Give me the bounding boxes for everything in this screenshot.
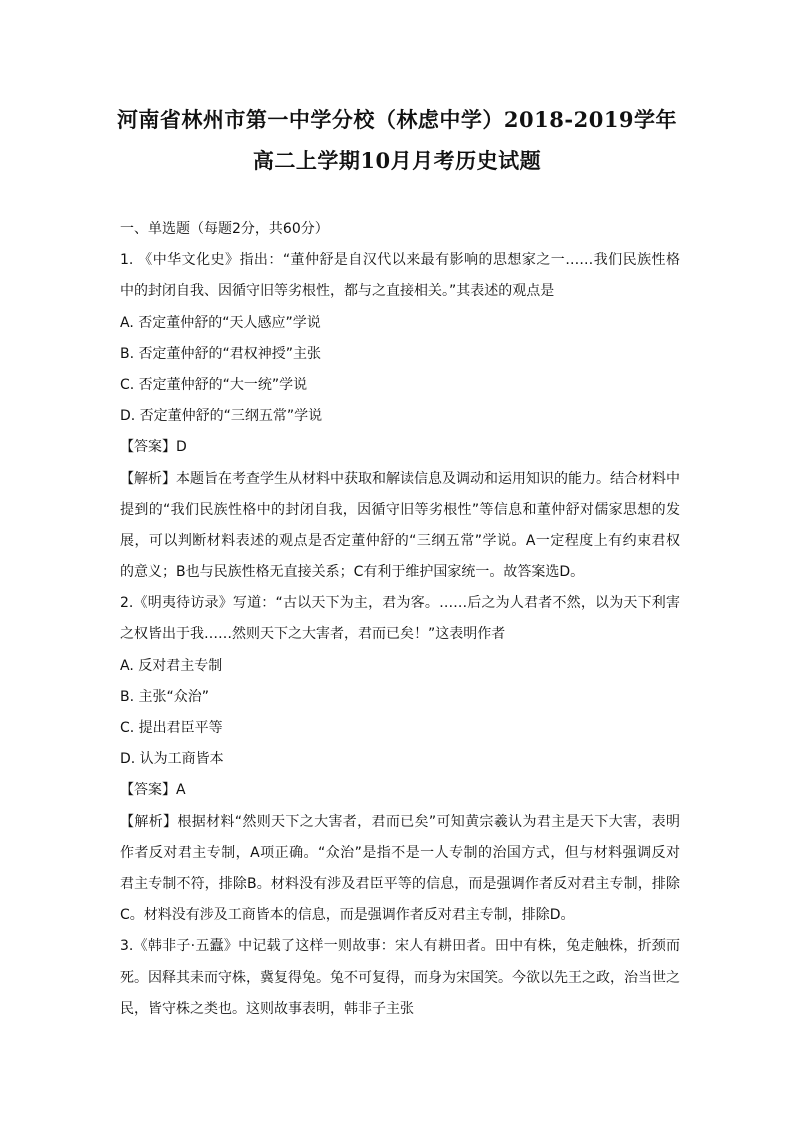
question-1-option-a: A. 否定董仲舒的“天人感应”学说 (120, 314, 321, 331)
question-1-option-b: B. 否定董仲舒的“君权神授”主张 (120, 345, 322, 362)
question-1-option-d: D. 否定董仲舒的“三纲五常”学说 (120, 408, 323, 425)
question-2-analysis-line: 作者反对君主专制，A项正确。“众治”是指不是一人专制的治国方式，但与材料强调反对 (120, 844, 680, 861)
question-1-answer: 【答案】D (120, 439, 187, 456)
question-2-answer: 【答案】A (120, 782, 186, 799)
question-2-option-d: D. 认为工商皆本 (120, 751, 224, 768)
question-1-analysis-line: 提到的“我们民族性格中的封闭自我，因循守旧等劣根性”等信息和董仲舒对儒家思想的发 (120, 501, 680, 518)
document-title-line-1: 河南省林州市第一中学分校（林虑中学）2018-2019学年 (116, 107, 678, 132)
question-1-analysis-line: 【解析】本题旨在考查学生从材料中获取和解读信息及调动和运用知识的能力。结合材料中 (120, 470, 680, 487)
question-2-stem-line: 之权皆出于我……然则天下之大害者，君而已矣！”这表明作者 (120, 626, 506, 643)
document-body (120, 214, 680, 1025)
question-3-stem-line: 民，皆守株之类也。这则故事表明，韩非子主张 (120, 1000, 414, 1017)
question-2-analysis-line: 【解析】根据材料“然则天下之大害者，君而已矣”可知黄宗羲认为君主是天下大害，表明 (120, 813, 680, 830)
question-2-analysis-line: 君主专制不符，排除B。材料没有涉及君臣平等的信息，而是强调作者反对君主专制，排除 (120, 875, 680, 892)
question-2-option-c: C. 提出君臣平等 (120, 720, 223, 736)
question-1-option-c: C. 否定董仲舒的“大一统”学说 (120, 376, 308, 393)
section-heading: 一、单选题（每题2分，共60分） (120, 221, 329, 237)
question-1-stem-line: 中的封闭自我、因循守旧等劣根性，都与之直接相关。”其表述的观点是 (120, 283, 555, 300)
question-2-option-b: B. 主张“众治” (120, 688, 210, 705)
question-1-analysis-line: 的意义；B也与民族性格无直接关系；C有利于维护国家统一。故答案选D。 (120, 564, 585, 581)
document-title-line-2: 高二上学期10月月考历史试题 (252, 148, 542, 173)
question-2-option-a: A. 反对君主专制 (120, 657, 223, 674)
question-3-stem-line: 3.《韩非子·五蠹》中记载了这样一则故事：宋人有耕田者。田中有株，兔走触株，折颈而 (120, 938, 680, 955)
question-1-stem-line: 1. 《中华文化史》指出：“董仲舒是自汉代以来最有影响的思想家之一……我们民族性格 (120, 252, 680, 269)
question-2-stem-line: 2.《明夷待访录》写道：“古以天下为主，君为客。……后之为人君者不然，以为天下利害 (120, 595, 680, 612)
question-3-stem-line: 死。因释其耒而守株，冀复得兔。兔不可复得，而身为宋国笑。今欲以先王之政，治当世之 (120, 969, 680, 986)
question-2-analysis-line: C。材料没有涉及工商皆本的信息，而是强调作者反对君主专制，排除D。 (120, 907, 575, 924)
question-1-analysis-line: 展，可以判断材料表述的观点是否定董仲舒的“三纲五常”学说。A一定程度上有约束君权 (120, 532, 680, 549)
